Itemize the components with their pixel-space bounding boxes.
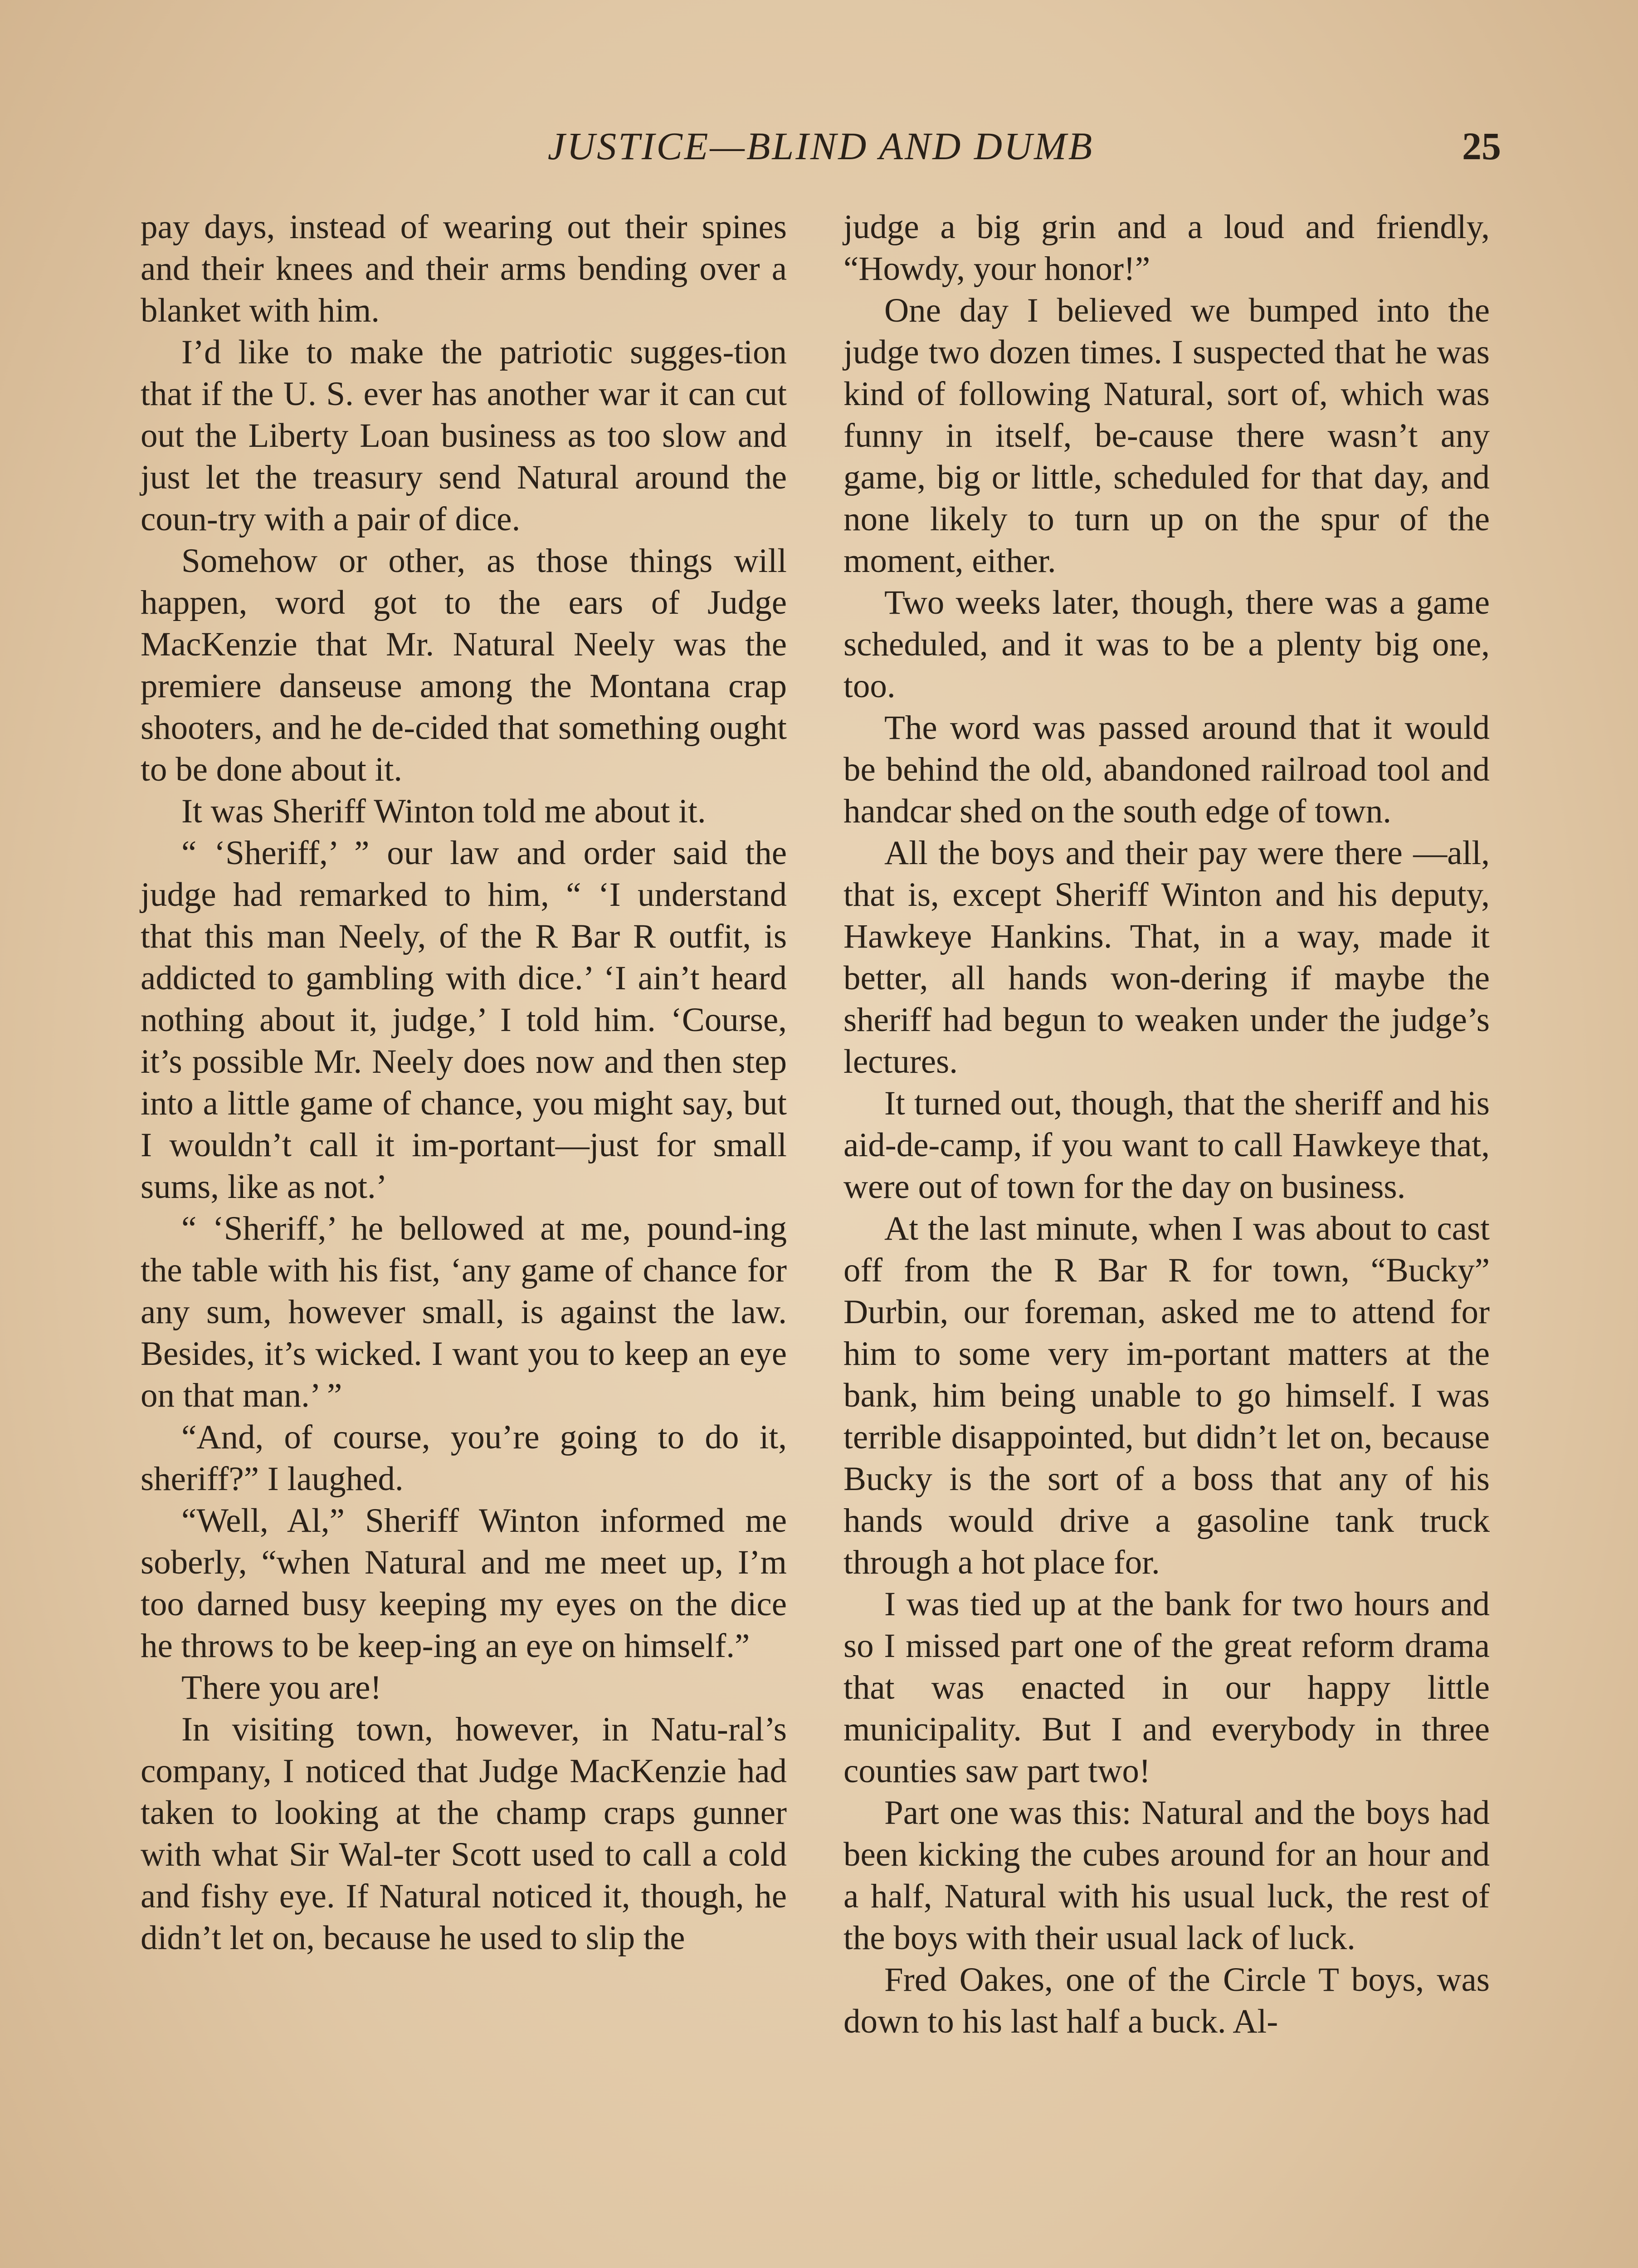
paragraph: Two weeks later, though, there was a game scheduled, and it was to be a plenty big one, too.: [843, 584, 1490, 705]
paragraph: At the last minute, when I was about to cast off from the R Bar R for town, “Bucky” Durbin, our foreman, asked me to attend for him to some very im-portant matters at the bank, him being unable to go himself. I was terrible disappointed, but didn’t let on, because Bucky is the sort of a boss that any of his hands would drive a gasoline tank truck through a hot place for.: [843, 1210, 1490, 1581]
paragraph: Part one was this: Natural and the boys had been kicking the cubes around for an hour and a half, Natural with his usual luck, the rest of the boys with their usual lack of luck.: [843, 1794, 1490, 1957]
paragraph: pay days, instead of wearing out their spines and their knees and their arms bending over a blanket with him.: [141, 208, 787, 329]
paragraph: “And, of course, you’re going to do it, sheriff?” I laughed.: [141, 1418, 787, 1498]
left-column: [141, 206, 787, 1959]
paragraph: The word was passed around that it would be behind the old, abandoned railroad tool and handcar shed on the south edge of town.: [843, 709, 1490, 830]
paragraph: It was Sheriff Winton told me about it.: [181, 792, 706, 830]
paragraph: Somehow or other, as those things will happen, word got to the ears of Judge MacKenzie that Mr. Natural Neely was the premiere danseuse among the Montana crap shooters, and he de-cided that something ought to be done about it.: [141, 542, 787, 788]
running-title: JUSTICE—BLIND AND DUMB: [547, 124, 1094, 168]
page-number: 25: [1462, 124, 1501, 168]
running-header: [141, 123, 1501, 173]
paragraph: One day I believed we bumped into the judge two dozen times. I suspected that he was kind of following Natural, sort of, which was funny in itself, be-cause there wasn’t any game, big or little, scheduled for that day, and none likely to turn up on the spur of the moment, either.: [843, 292, 1490, 580]
paragraph: All the boys and their pay were there —all, that is, except Sheriff Winton and his deputy, Hawkeye Hankins. That, in a way, made it better, all hands won-dering if maybe the sheriff had begun to weaken under the judge’s lectures.: [843, 834, 1490, 1080]
paragraph: In visiting town, however, in Natu-ral’s company, I noticed that Judge MacKenzie had taken to looking at the champ craps gunner with what Sir Wal-ter Scott used to call a cold and fishy eye. If Natural noticed it, though, he didn’t let on, because he used to slip the: [141, 1711, 787, 1957]
paragraph: I’d like to make the patriotic sugges-tion that if the U. S. ever has another war it can cut out the Liberty Loan business as too slow and just let the treasury send Natural around the coun-try with a pair of dice.: [141, 333, 787, 538]
paragraph: Fred Oakes, one of the Circle T boys, was down to his last half a buck. Al-: [843, 1961, 1490, 2040]
paragraph: judge a big grin and a loud and friendly, “Howdy, your honor!”: [843, 208, 1490, 288]
paragraph: I was tied up at the bank for two hours and so I missed part one of the great reform drama that was enacted in our happy little municipality. But I and everybody in three counties saw part two!: [843, 1585, 1490, 1790]
paragraph: “ ‘Sheriff,’ he bellowed at me, pound-ing the table with his fist, ‘any game of chance for any sum, however small, is against the law. Besides, it’s wicked. I want you to keep an eye on that man.’ ”: [141, 1210, 787, 1414]
paragraph: “Well, Al,” Sheriff Winton informed me soberly, “when Natural and me meet up, I’m too darned busy keeping my eyes on the dice he throws to be keep-ing an eye on himself.”: [141, 1502, 787, 1665]
right-column: [843, 206, 1490, 2043]
paragraph: There you are!: [181, 1669, 382, 1706]
paragraph: “ ‘Sheriff,’ ” our law and order said the judge had remarked to him, “ ‘I understand that this man Neely, of the R Bar R outfit, is addicted to gambling with dice.’ ‘I ain’t heard nothing about it, judge,’ I told him. ‘Course, it’s possible Mr. Neely does now and then step into a little game of chance, you might say, but I wouldn’t call it im-portant—just for small sums, like as not.’: [141, 834, 787, 1206]
paragraph: It turned out, though, that the sheriff and his aid-de-camp, if you want to call Hawkeye that, were out of town for the day on business.: [843, 1085, 1490, 1206]
